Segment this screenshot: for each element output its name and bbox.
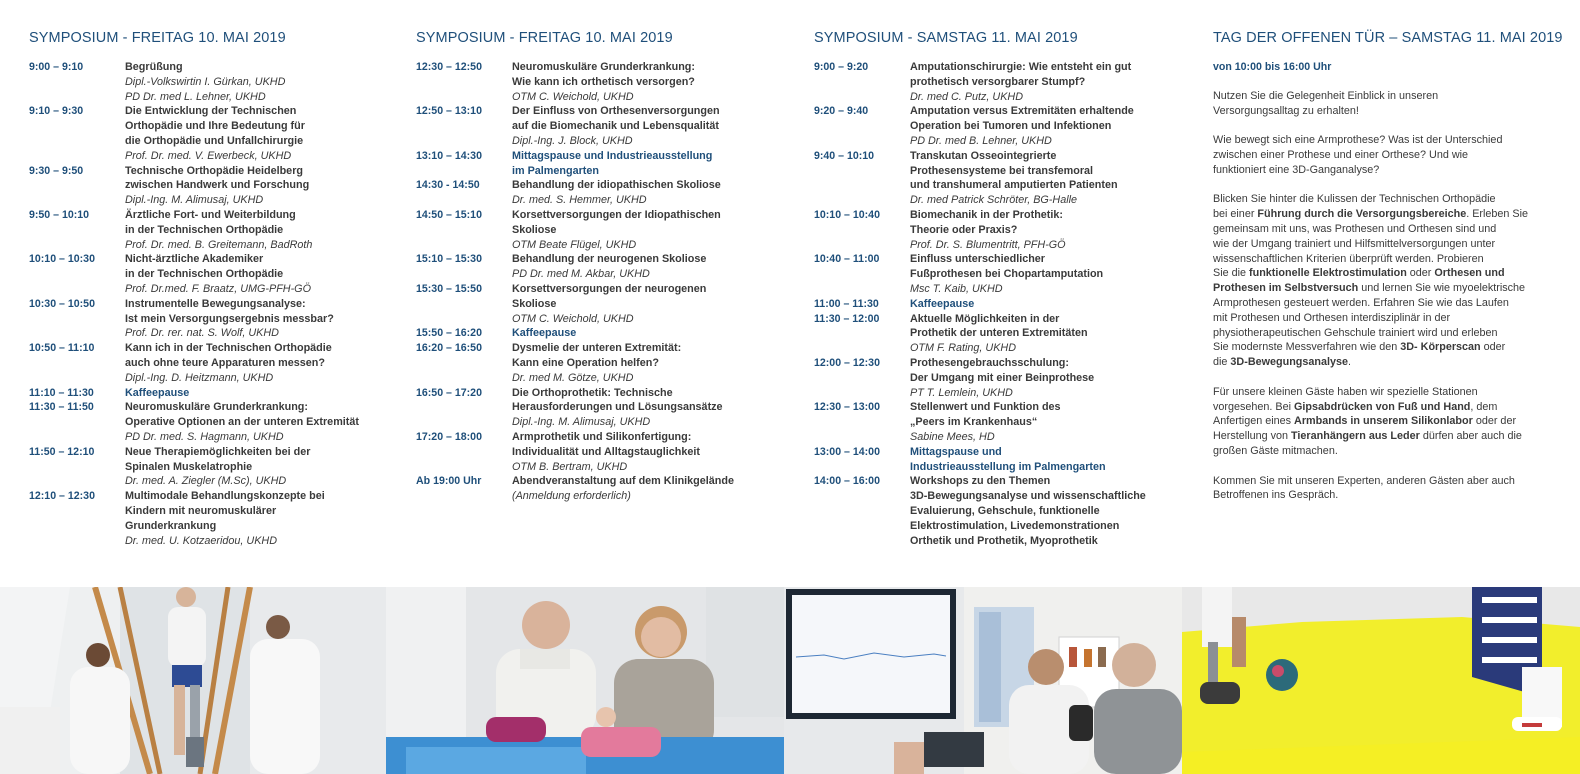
schedule-list	[29, 60, 389, 548]
paragraph-line	[1213, 252, 1563, 267]
session-title: Fußprothesen bei Chopartamputation	[910, 268, 1104, 281]
paragraph-text: gemeinsam mit uns, was Prothesen und Orthesen sind und	[1213, 222, 1497, 235]
open-day-paragraph	[1213, 192, 1563, 370]
paragraph-text: oder der	[1472, 415, 1517, 428]
paragraph-text: wie der Umgang trainiert und Hilfsmittelversorgungen unter	[1213, 237, 1496, 250]
session-details	[512, 178, 786, 208]
session-title: Nicht-ärztliche Akademiker	[125, 253, 264, 266]
paragraph-text: Blicken Sie hinter die Kulissen der Technischen Orthopädie	[1213, 193, 1496, 206]
session-time: 11:30 – 12:00	[814, 312, 880, 325]
open-day-paragraph	[1213, 133, 1563, 177]
paragraph-line	[1213, 104, 1563, 119]
paragraph-text: bei einer	[1213, 208, 1258, 221]
session-title: Korsettversorgungen der neurogenen	[512, 282, 707, 295]
session-time: 9:00 – 9:10	[29, 61, 84, 73]
session-speaker: OTM B. Bertram, UKHD	[512, 460, 628, 473]
schedule-row	[29, 445, 389, 489]
session-note: (Anmeldung erforderlich)	[512, 490, 631, 503]
session-speaker: OTM C. Weichold, UKHD	[512, 312, 634, 325]
schedule-row	[29, 208, 389, 252]
paragraph-line	[1213, 488, 1563, 503]
paragraph-text: Betroffenen ins Gespräch.	[1213, 489, 1339, 502]
session-details	[125, 60, 389, 104]
session-speaker: Prof. Dr. med. B. Greitemann, BadRoth	[125, 238, 313, 251]
schedule-row	[416, 430, 786, 474]
paragraph-line	[1213, 326, 1563, 341]
paragraph-text: . Erleben Sie	[1466, 208, 1529, 221]
session-break: Kaffeepause	[125, 386, 190, 399]
session-speaker: PT T. Lemlein, UKHD	[910, 386, 1013, 399]
session-details	[125, 445, 389, 489]
session-title: Behandlung der idiopathischen Skoliose	[512, 179, 721, 192]
session-title: Aktuelle Möglichkeiten in der	[910, 312, 1060, 325]
paragraph-line	[1213, 222, 1563, 237]
open-day-paragraph	[1213, 89, 1563, 119]
session-title: Elektrostimulation, Livedemonstrationen	[910, 519, 1120, 532]
session-details	[125, 400, 389, 444]
session-speaker: OTM C. Weichold, UKHD	[512, 90, 634, 103]
session-details	[910, 474, 1184, 548]
paragraph-text: physiotherapeutischen Gehschule trainiert wird und erleben	[1213, 326, 1498, 339]
session-time: 13:10 – 14:30	[416, 149, 482, 162]
highlighted-text: Orthesen und	[1434, 267, 1505, 280]
session-title: Armprothetik und Silikonfertigung:	[512, 430, 692, 443]
schedule-list	[416, 60, 786, 504]
session-time: 12:30 – 12:50	[416, 61, 482, 73]
session-title: und transhumeral amputierten Patienten	[910, 179, 1118, 192]
schedule-row	[814, 356, 1184, 400]
session-details	[125, 164, 389, 208]
session-title: Dysmelie der unteren Extremität:	[512, 342, 682, 355]
session-details	[125, 252, 389, 296]
session-title: Stellenwert und Funktion des	[910, 401, 1061, 414]
schedule-row	[29, 400, 389, 444]
paragraph-line	[1213, 281, 1563, 296]
session-title: Neue Therapiemöglichkeiten bei der	[125, 445, 311, 458]
session-title: auch ohne teure Apparaturen messen?	[125, 356, 325, 369]
session-title: Neuromuskuläre Grunderkrankung:	[125, 401, 308, 414]
schedule-row	[814, 208, 1184, 252]
session-title: Transkutan Osseointegrierte	[910, 149, 1057, 162]
highlighted-text: Tieranhängern aus Leder	[1291, 430, 1420, 443]
session-title: Die Orthoprothetik: Technische	[512, 386, 673, 399]
schedule-row	[416, 208, 786, 252]
paragraph-line	[1213, 474, 1563, 489]
session-time: 10:40 – 11:00	[814, 253, 880, 266]
session-title: Behandlung der neurogenen Skoliose	[512, 253, 707, 266]
paragraph-line	[1213, 429, 1563, 444]
schedule-row	[416, 474, 786, 504]
session-details	[910, 104, 1184, 148]
highlighted-text: Führung durch die Versorgungsbereiche	[1257, 208, 1467, 221]
highlighted-text: Gipsabdrücken von Fuß und Hand	[1294, 400, 1471, 413]
session-title: Biomechanik in der Prothetik:	[910, 208, 1063, 221]
session-speaker: Prof. Dr. S. Blumentritt, PFH-GÖ	[910, 238, 1066, 251]
session-speaker: Prof. Dr. rer. nat. S. Wolf, UKHD	[125, 327, 279, 340]
paragraph-line	[1213, 400, 1563, 415]
session-details	[125, 341, 389, 385]
session-speaker: PD Dr. med. S. Hagmann, UKHD	[125, 430, 284, 443]
session-time: Ab 19:00 Uhr	[416, 475, 482, 488]
schedule-row	[416, 252, 786, 282]
highlighted-text: Armbands in unserem Silikonlabor	[1294, 415, 1473, 428]
paragraph-text: Anfertigen eines	[1213, 415, 1295, 428]
session-details	[910, 445, 1184, 475]
highlighted-text: funktionelle Elektrostimulation	[1249, 267, 1407, 280]
schedule-row	[814, 60, 1184, 104]
paragraph-line	[1213, 296, 1563, 311]
paragraph-text: zwischen einer Prothese und einer Orthese? Und wie	[1213, 148, 1469, 161]
session-speaker: Dipl.-Ing. M. Alimusaj, UKHD	[125, 194, 264, 207]
session-break: Mittagspause und	[910, 445, 1002, 458]
session-details	[512, 149, 786, 179]
paragraph-text: Für unsere kleinen Gäste haben wir spezielle Stationen	[1213, 385, 1478, 398]
session-title: Prothesensysteme bei transfemoral	[910, 164, 1094, 177]
schedule-row	[814, 252, 1184, 296]
schedule-row	[814, 400, 1184, 444]
session-time: 15:50 – 16:20	[416, 327, 482, 340]
session-time: 9:50 – 10:10	[29, 208, 90, 221]
session-title: Prothetik der unteren Extremitäten	[910, 327, 1088, 340]
session-title: Der Einfluss von Orthesenversorgungen	[512, 105, 720, 118]
schedule-row	[416, 282, 786, 326]
schedule-list	[814, 60, 1184, 548]
session-title: Kindern mit neuromuskulärer	[125, 504, 277, 517]
session-break: im Palmengarten	[512, 164, 600, 177]
session-speaker: Dr. med. S. Hemmer, UKHD	[512, 194, 647, 207]
session-speaker: Dr. med. U. Kotzaeridou, UKHD	[125, 534, 278, 547]
session-speaker: PD Dr. med L. Lehner, UKHD	[125, 90, 266, 103]
schedule-row	[29, 104, 389, 163]
paragraph-line	[1213, 133, 1563, 148]
column-title: SYMPOSIUM - SAMSTAG 11. MAI 2019	[814, 30, 1078, 46]
schedule-row	[416, 60, 786, 104]
session-break: Industrieausstellung im Palmengarten	[910, 460, 1106, 473]
photo-motion-analysis-lab	[784, 587, 1182, 774]
session-time: 11:00 – 11:30	[814, 297, 879, 310]
session-title: auf die Biomechanik und Lebensqualität	[512, 120, 719, 133]
session-speaker: Dipl.-Ing. M. Alimusaj, UKHD	[512, 416, 651, 429]
column-title: SYMPOSIUM - FREITAG 10. MAI 2019	[29, 30, 286, 46]
session-time: 14:30 - 14:50	[416, 179, 480, 192]
session-title: Orthetik und Prothetik, Myoprothetik	[910, 534, 1098, 547]
paragraph-text: die	[1213, 356, 1231, 369]
session-title: Kann eine Operation helfen?	[512, 356, 659, 369]
session-title: in der Technischen Orthopädie	[125, 223, 284, 236]
schedule-row	[416, 326, 786, 341]
column-title: SYMPOSIUM - FREITAG 10. MAI 2019	[416, 30, 673, 46]
schedule-row	[29, 297, 389, 341]
session-title: Kann ich in der Technischen Orthopädie	[125, 342, 332, 355]
session-time: 9:20 – 9:40	[814, 105, 869, 118]
session-title: Wie kann ich orthetisch versorgen?	[512, 75, 695, 88]
paragraph-text: dürfen aber auch die	[1419, 430, 1522, 443]
session-title: Prothesengebrauchsschulung:	[910, 356, 1069, 369]
paragraph-line	[1213, 311, 1563, 326]
paragraph-text: oder	[1406, 267, 1435, 280]
session-title: Skoliose	[512, 297, 557, 310]
paragraph-text: oder	[1480, 341, 1506, 354]
session-speaker: Dr. med C. Putz, UKHD	[910, 90, 1023, 103]
session-details	[125, 208, 389, 252]
paragraph-text: Armprothesen gesteuert werden. Erfahren Sie wie das Laufen	[1213, 296, 1509, 309]
open-day-description	[1213, 89, 1563, 503]
session-title: Amputationschirurgie: Wie entsteht ein gut	[910, 61, 1132, 73]
session-title: Skoliose	[512, 223, 557, 236]
session-details	[125, 489, 389, 548]
session-details	[910, 400, 1184, 444]
session-details	[512, 474, 786, 504]
session-details	[512, 208, 786, 252]
session-details	[125, 386, 389, 401]
paragraph-line	[1213, 148, 1563, 163]
session-details	[910, 149, 1184, 208]
session-time: 9:10 – 9:30	[29, 105, 84, 118]
session-time: 12:50 – 13:10	[416, 105, 482, 118]
session-speaker: PD Dr. med M. Akbar, UKHD	[512, 268, 650, 281]
session-details	[512, 104, 786, 148]
schedule-row	[29, 341, 389, 385]
schedule-row	[416, 341, 786, 385]
session-time: 12:30 – 13:00	[814, 401, 880, 414]
session-speaker: Sabine Mees, HD	[910, 430, 995, 443]
photo-strip	[0, 587, 1580, 774]
session-time: 15:30 – 15:50	[416, 282, 482, 295]
paragraph-text: Wie bewegt sich eine Armprothese? Was ist der Unterschied	[1213, 134, 1503, 147]
session-title: Workshops zu den Themen	[910, 475, 1051, 488]
session-title: Orthopädie und Ihre Bedeutung für	[125, 120, 305, 133]
paragraph-text: Sie die	[1213, 267, 1250, 280]
session-title: Evaluierung, Gehschule, funktionelle	[910, 504, 1100, 517]
photo-child-therapy-session	[386, 587, 784, 774]
session-speaker: OTM F. Rating, UKHD	[910, 342, 1016, 355]
schedule-row	[416, 386, 786, 430]
paragraph-line	[1213, 266, 1563, 281]
paragraph-line	[1213, 444, 1563, 459]
session-time: 17:20 – 18:00	[416, 430, 482, 443]
session-title: Einfluss unterschiedlicher	[910, 253, 1045, 266]
session-time: 9:00 – 9:20	[814, 61, 869, 73]
schedule-column-friday-morning	[29, 30, 389, 548]
session-time: 10:10 – 10:40	[814, 208, 880, 221]
schedule-row	[29, 386, 389, 401]
open-day-section	[1213, 30, 1563, 518]
paragraph-text: mit Prothesen und Orthesen interdisziplinär in der	[1213, 311, 1451, 324]
schedule-row	[814, 474, 1184, 548]
paragraph-line	[1213, 414, 1563, 429]
session-details	[512, 252, 786, 282]
highlighted-text: Prothesen im Selbstversuch	[1213, 282, 1359, 295]
paragraph-line	[1213, 237, 1563, 252]
session-speaker: Dr. med. A. Ziegler (M.Sc), UKHD	[125, 475, 287, 488]
session-break: Kaffeepause	[512, 327, 577, 340]
open-day-title: TAG DER OFFENEN TÜR – SAMSTAG 11. MAI 2019	[1213, 30, 1563, 46]
session-time: 14:00 – 16:00	[814, 475, 880, 488]
paragraph-line	[1213, 163, 1563, 178]
session-title: Operation bei Tumoren und Infektionen	[910, 120, 1112, 133]
session-title: Amputation versus Extremitäten erhaltende	[910, 105, 1134, 118]
highlighted-text: 3D- Körperscan	[1400, 341, 1481, 354]
session-title: Spinalen Muskelatrophie	[125, 460, 253, 473]
session-details	[512, 386, 786, 430]
session-time: 9:30 – 9:50	[29, 164, 84, 177]
paragraph-text: funktioniert eine 3D-Ganganalyse?	[1213, 163, 1380, 176]
paragraph-line	[1213, 355, 1563, 370]
session-time: 16:20 – 16:50	[416, 342, 482, 355]
session-title: in der Technischen Orthopädie	[125, 268, 284, 281]
session-details	[512, 341, 786, 385]
session-title: Operative Optionen an der unteren Extremität	[125, 416, 359, 429]
paragraph-text: .	[1348, 356, 1352, 369]
session-speaker: Dipl.-Volkswirtin I. Gürkan, UKHD	[125, 75, 286, 88]
schedule-column-saturday	[814, 30, 1184, 548]
session-title: Multimodale Behandlungskonzepte bei	[125, 490, 325, 503]
session-time: 12:00 – 12:30	[814, 356, 880, 369]
paragraph-text: wissenschaftlichen Kriterien überprüft werden. Probieren	[1213, 252, 1484, 265]
session-title: prothetisch versorgbarer Stumpf?	[910, 75, 1086, 88]
session-speaker: Dipl.-Ing. D. Heitzmann, UKHD	[125, 371, 274, 384]
paragraph-line	[1213, 207, 1563, 222]
session-title: Korsettversorgungen der Idiopathischen	[512, 208, 721, 221]
paragraph-line	[1213, 385, 1563, 400]
session-title: 3D-Bewegungsanalyse und wissenschaftliche	[910, 490, 1146, 503]
schedule-row	[29, 60, 389, 104]
session-speaker: Dr. med Patrick Schröter, BG-Halle	[910, 194, 1077, 207]
session-details	[910, 312, 1184, 356]
session-details	[512, 282, 786, 326]
schedule-row	[29, 252, 389, 296]
session-speaker: Dipl.-Ing. J. Block, UKHD	[512, 134, 633, 147]
session-details	[125, 297, 389, 341]
session-break: Kaffeepause	[910, 297, 975, 310]
session-details	[910, 60, 1184, 104]
highlighted-text: 3D-Bewegungsanalyse	[1230, 356, 1349, 369]
open-day-paragraph	[1213, 385, 1563, 459]
schedule-row	[416, 178, 786, 208]
paragraph-line	[1213, 340, 1563, 355]
session-speaker: Msc T. Kaib, UKHD	[910, 282, 1003, 295]
paragraph-text: Kommen Sie mit unseren Experten, anderen Gästen aber auch	[1213, 474, 1515, 487]
session-title: Theorie oder Praxis?	[910, 223, 1018, 236]
session-title: Ist mein Versorgungsergebnis messbar?	[125, 312, 334, 325]
paragraph-line	[1213, 192, 1563, 207]
session-title: Der Umgang mit einer Beinprothese	[910, 371, 1095, 384]
schedule-row	[29, 164, 389, 208]
photo-prosthesis-ball-play	[1182, 587, 1580, 774]
session-speaker: Dr. med M. Götze, UKHD	[512, 371, 634, 384]
session-time: 15:10 – 15:30	[416, 253, 482, 266]
paragraph-text: und lernen Sie wie myoelektrische	[1358, 282, 1526, 295]
session-title: Instrumentelle Bewegungsanalyse:	[125, 297, 306, 310]
session-time: 13:00 – 14:00	[814, 445, 880, 458]
session-time: 14:50 – 15:10	[416, 208, 482, 221]
photo-gait-training-parallel-bars	[0, 587, 386, 774]
session-time: 10:50 – 11:10	[29, 342, 95, 355]
session-time: 11:30 – 11:50	[29, 401, 94, 414]
session-time: 10:10 – 10:30	[29, 253, 95, 266]
session-title: Neuromuskuläre Grunderkrankung:	[512, 61, 695, 73]
session-title: Grunderkrankung	[125, 519, 217, 532]
session-speaker: OTM Beate Flügel, UKHD	[512, 238, 637, 251]
session-title: „Peers im Krankenhaus“	[910, 416, 1038, 429]
session-time: 12:10 – 12:30	[29, 490, 95, 503]
session-speaker: Prof. Dr.med. F. Braatz, UMG-PFH-GÖ	[125, 282, 311, 295]
paragraph-text: Nutzen Sie die Gelegenheit Einblick in unseren	[1213, 89, 1439, 102]
paragraph-text: Versorgungsalltag zu erhalten!	[1213, 104, 1359, 117]
session-details	[910, 356, 1184, 400]
open-day-hours: von 10:00 bis 16:00 Uhr	[1213, 61, 1332, 73]
session-time: 11:10 – 11:30	[29, 386, 94, 399]
paragraph-text: , dem	[1470, 400, 1498, 413]
open-day-paragraph	[1213, 474, 1563, 504]
session-title: Individualität und Alltagstauglichkeit	[512, 445, 700, 458]
session-title: Technische Orthopädie Heidelberg	[125, 164, 303, 177]
session-details	[512, 60, 786, 104]
paragraph-text: vorgesehen. Bei	[1213, 400, 1295, 413]
schedule-row	[29, 489, 389, 548]
paragraph-text: Sie modernste Messverfahren wie den	[1213, 341, 1401, 354]
schedule-row	[814, 149, 1184, 208]
session-title: die Orthopädie und Unfallchirurgie	[125, 134, 304, 147]
session-title: Ärztliche Fort- und Weiterbildung	[125, 208, 296, 221]
session-time: 9:40 – 10:10	[814, 149, 875, 162]
schedule-row	[416, 104, 786, 148]
paragraph-line	[1213, 89, 1563, 104]
session-time: 16:50 – 17:20	[416, 386, 482, 399]
session-details	[910, 297, 1184, 312]
session-title: zwischen Handwerk und Forschung	[125, 179, 310, 192]
session-title: Begrüßung	[125, 61, 183, 73]
session-break: Mittagspause und Industrieausstellung	[512, 149, 713, 162]
session-speaker: PD Dr. med B. Lehner, UKHD	[910, 134, 1052, 147]
session-details	[910, 252, 1184, 296]
session-details	[512, 326, 786, 341]
session-details	[125, 104, 389, 163]
session-speaker: Prof. Dr. med. V. Ewerbeck, UKHD	[125, 149, 292, 162]
paragraph-text: Herstellung von	[1213, 430, 1292, 443]
schedule-row	[416, 149, 786, 179]
session-title: Abendveranstaltung auf dem Klinikgelände	[512, 475, 734, 488]
schedule-column-friday-afternoon	[416, 30, 786, 504]
session-title: Herausforderungen und Lösungsansätze	[512, 401, 723, 414]
session-time: 10:30 – 10:50	[29, 297, 95, 310]
paragraph-text: großen Gäste mitmachen.	[1213, 444, 1338, 457]
session-title: Die Entwicklung der Technischen	[125, 105, 297, 118]
session-details	[910, 208, 1184, 252]
schedule-row	[814, 297, 1184, 312]
session-time: 11:50 – 12:10	[29, 445, 95, 458]
session-details	[512, 430, 786, 474]
schedule-row	[814, 445, 1184, 475]
schedule-row	[814, 312, 1184, 356]
schedule-row	[814, 104, 1184, 148]
